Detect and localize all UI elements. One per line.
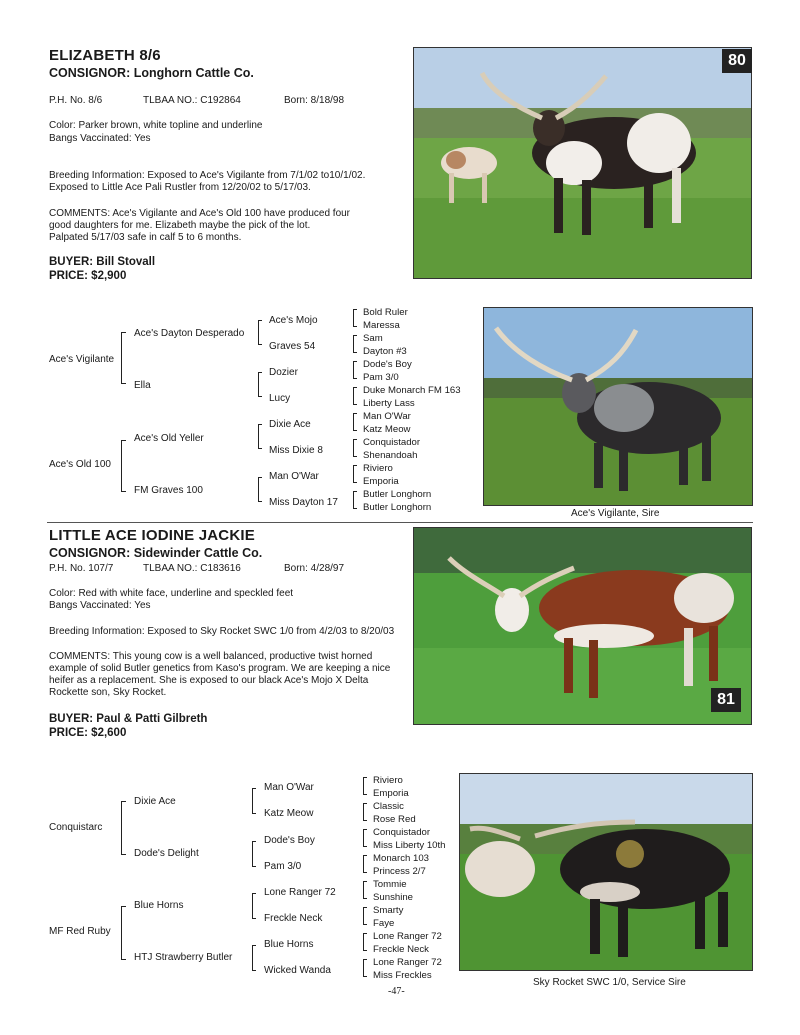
lot81-ped-sire: Conquistarc bbox=[49, 822, 103, 833]
lot81-ped-g3-1: Man O'War bbox=[264, 782, 314, 793]
lot80-ped-g3-1: Ace's Mojo bbox=[269, 315, 318, 326]
lot80-ped-bracket-g3-8 bbox=[353, 491, 357, 509]
lot81-comments-3: heifer as a replacement. She is exposed to our black Ace's Mojo X Delta bbox=[49, 675, 369, 686]
lot80-ped-g4-11: Conquistador bbox=[363, 437, 421, 448]
lot81-ped-bracket-g2-1 bbox=[252, 788, 256, 814]
lot80-ped-bracket-sire bbox=[121, 332, 126, 384]
lot80-ped-g3-6: Miss Dixie 8 bbox=[269, 445, 323, 456]
lot80-number-badge: 80 bbox=[722, 49, 752, 73]
lot81-comments-2: example of solid Butler genetics from Kaso's program. We are keeping a nice bbox=[49, 663, 391, 674]
lot81-ped-g4-4: Rose Red bbox=[373, 814, 416, 825]
lot80-ped-g4-7: Duke Monarch FM 163 bbox=[363, 385, 461, 396]
lot81-comments-4: Rockette son, Sky Rocket. bbox=[49, 687, 167, 698]
lot81-ped-g4-8: Princess 2/7 bbox=[373, 866, 426, 877]
lot81-ped-g2-1: Dixie Ace bbox=[134, 796, 176, 807]
lot81-name: LITTLE ACE IODINE JACKIE bbox=[49, 527, 255, 544]
lot80-ped-g4-16: Butler Longhorn bbox=[363, 502, 432, 513]
lot81-ped-g4-10: Sunshine bbox=[373, 892, 414, 903]
lot81-ped-bracket-g3-8 bbox=[363, 959, 367, 977]
lot80-ped-g3-4: Lucy bbox=[269, 393, 291, 404]
lot80-ped-g4-14: Emporia bbox=[363, 476, 399, 487]
lot80-ped-g3-8: Miss Dayton 17 bbox=[269, 497, 338, 508]
lot81-ped-g4-16: Miss Freckles bbox=[373, 970, 432, 981]
lot81-ped-bracket-g2-3 bbox=[252, 893, 256, 919]
lot80-tlbaa-no: TLBAA NO.: C192864 bbox=[143, 95, 241, 106]
lot80-ped-bracket-g3-7 bbox=[353, 465, 357, 483]
lot80-bangs: Bangs Vaccinated: Yes bbox=[49, 133, 151, 144]
lot81-ped-g4-3: Classic bbox=[373, 801, 404, 812]
lot80-ped-bracket-g2-2 bbox=[258, 372, 262, 397]
lot81-ped-bracket-g3-7 bbox=[363, 933, 367, 951]
lot81-ped-g4-14: Freckle Neck bbox=[373, 944, 429, 955]
lot80-ped-g4-12: Shenandoah bbox=[363, 450, 418, 461]
lot80-ped-g4-3: Sam bbox=[363, 333, 383, 344]
lot81-ped-bracket-g2-4 bbox=[252, 945, 256, 971]
lot80-ped-g3-5: Dixie Ace bbox=[269, 419, 311, 430]
lot80-ped-dam: Ace's Old 100 bbox=[49, 459, 111, 470]
lot81-ped-bracket-g3-2 bbox=[363, 803, 367, 821]
lot81-ped-g4-2: Emporia bbox=[373, 788, 409, 799]
lot80-breeding-2: Exposed to Little Ace Pali Rustler from 12/20/02 to 5/17/03. bbox=[49, 182, 311, 193]
lot81-buyer: BUYER: Paul & Patti Gilbreth bbox=[49, 713, 208, 725]
lot80-price: PRICE: $2,900 bbox=[49, 270, 127, 282]
lot80-ped-sire: Ace's Vigilante bbox=[49, 354, 115, 365]
lot80-ped-bracket-g2-4 bbox=[258, 477, 262, 502]
lot80-ped-g4-4: Dayton #3 bbox=[363, 346, 407, 357]
lot81-ped-g4-15: Lone Ranger 72 bbox=[373, 957, 442, 968]
lot80-born: Born: 8/18/98 bbox=[284, 95, 345, 106]
lot81-ped-g3-8: Wicked Wanda bbox=[264, 965, 331, 976]
lot80-ped-g2-4: FM Graves 100 bbox=[134, 485, 203, 496]
lot81-ped-bracket-g3-3 bbox=[363, 829, 367, 847]
lot81-cow-photo bbox=[413, 527, 752, 725]
lot81-ped-g4-13: Lone Ranger 72 bbox=[373, 931, 442, 942]
lot81-ped-g4-5: Conquistador bbox=[373, 827, 431, 838]
lot81-color: Color: Red with white face, underline and speckled feet bbox=[49, 588, 294, 599]
lot80-ped-bracket-g2-1 bbox=[258, 320, 262, 345]
lot80-ped-bracket-g2-3 bbox=[258, 424, 262, 449]
lot80-ped-g3-3: Dozier bbox=[269, 367, 298, 378]
lot80-ped-g4-8: Liberty Lass bbox=[363, 398, 415, 409]
lot80-cow-photo bbox=[413, 47, 752, 279]
lot81-sire-caption: Sky Rocket SWC 1/0, Service Sire bbox=[533, 977, 686, 988]
lot80-ped-g4-5: Dode's Boy bbox=[363, 359, 412, 370]
lot80-ped-g4-10: Katz Meow bbox=[363, 424, 411, 435]
lot81-ped-g3-3: Dode's Boy bbox=[264, 835, 315, 846]
lot81-ped-g4-7: Monarch 103 bbox=[373, 853, 429, 864]
lot81-ped-bracket-g3-1 bbox=[363, 777, 367, 795]
lot81-ped-g2-3: Blue Horns bbox=[134, 900, 184, 911]
lot80-ped-g4-9: Man O'War bbox=[363, 411, 411, 422]
lot81-number-badge: 81 bbox=[711, 688, 741, 712]
lot81-ped-bracket-g2-2 bbox=[252, 841, 256, 867]
lot81-ped-bracket-g3-4 bbox=[363, 855, 367, 873]
lot80-ped-bracket-g3-3 bbox=[353, 361, 357, 379]
lot81-ped-bracket-sire bbox=[121, 801, 126, 855]
lot80-ped-g4-15: Butler Longhorn bbox=[363, 489, 432, 500]
lot80-ped-g4-1: Bold Ruler bbox=[363, 307, 408, 318]
lot80-ped-g4-6: Pam 3/0 bbox=[363, 372, 399, 383]
lot81-ped-g2-4: HTJ Strawberry Butler bbox=[134, 952, 233, 963]
lot80-ped-bracket-g3-5 bbox=[353, 413, 357, 431]
lot81-ped-g3-2: Katz Meow bbox=[264, 808, 314, 819]
lot81-ped-g4-6: Miss Liberty 10th bbox=[373, 840, 446, 851]
lot81-ped-g4-12: Faye bbox=[373, 918, 395, 929]
lot81-ped-g3-6: Freckle Neck bbox=[264, 913, 323, 924]
lot81-ped-g3-4: Pam 3/0 bbox=[264, 861, 302, 872]
lot80-ped-g3-7: Man O'War bbox=[269, 471, 319, 482]
lot80-ph-no: P.H. No. 8/6 bbox=[49, 95, 103, 106]
lot80-color: Color: Parker brown, white topline and underline bbox=[49, 120, 263, 131]
lot80-breeding-1: Breeding Information: Exposed to Ace's Vigilante from 7/1/02 to10/1/02. bbox=[49, 170, 366, 181]
lot81-consignor: CONSIGNOR: Sidewinder Cattle Co. bbox=[49, 546, 263, 560]
section-divider bbox=[47, 522, 753, 523]
lot81-sire-photo bbox=[459, 773, 753, 971]
lot80-sire-caption: Ace's Vigilante, Sire bbox=[571, 508, 660, 519]
lot80-consignor: CONSIGNOR: Longhorn Cattle Co. bbox=[49, 66, 254, 80]
lot80-ped-bracket-g3-2 bbox=[353, 335, 357, 353]
lot81-price: PRICE: $2,600 bbox=[49, 727, 127, 739]
lot81-ped-bracket-g3-5 bbox=[363, 881, 367, 899]
lot80-ped-g2-2: Ella bbox=[134, 380, 151, 391]
lot80-ped-bracket-g3-1 bbox=[353, 309, 357, 327]
lot80-buyer: BUYER: Bill Stovall bbox=[49, 256, 156, 268]
page-number: -47- bbox=[388, 986, 405, 997]
lot81-born: Born: 4/28/97 bbox=[284, 563, 345, 574]
lot81-ped-bracket-g3-6 bbox=[363, 907, 367, 925]
lot81-ped-g3-5: Lone Ranger 72 bbox=[264, 887, 336, 898]
lot80-ped-bracket-dam bbox=[121, 440, 126, 492]
lot81-comments-1: COMMENTS: This young cow is a well balanced, productive twist horned bbox=[49, 651, 373, 662]
lot81-tlbaa-no: TLBAA NO.: C183616 bbox=[143, 563, 241, 574]
lot80-ped-g4-2: Maressa bbox=[363, 320, 400, 331]
lot80-comments-3: Palpated 5/17/03 safe in calf 5 to 6 months. bbox=[49, 232, 242, 243]
lot81-ped-bracket-dam bbox=[121, 906, 126, 960]
lot81-ped-g3-7: Blue Horns bbox=[264, 939, 314, 950]
lot81-ped-dam: MF Red Ruby bbox=[49, 926, 111, 937]
lot81-ph-no: P.H. No. 107/7 bbox=[49, 563, 114, 574]
lot80-comments-2: good daughters for me. Elizabeth maybe the pick of the lot. bbox=[49, 220, 311, 231]
lot81-ped-g4-1: Riviero bbox=[373, 775, 403, 786]
lot81-breeding-1: Breeding Information: Exposed to Sky Rocket SWC 1/0 from 4/2/03 to 8/20/03 bbox=[49, 626, 395, 637]
lot80-ped-g4-13: Riviero bbox=[363, 463, 393, 474]
lot80-ped-g2-1: Ace's Dayton Desperado bbox=[134, 328, 245, 339]
lot81-ped-g4-11: Smarty bbox=[373, 905, 404, 916]
lot80-comments-1: COMMENTS: Ace's Vigilante and Ace's Old 100 have produced four bbox=[49, 208, 351, 219]
lot80-ped-g2-3: Ace's Old Yeller bbox=[134, 433, 204, 444]
lot80-ped-bracket-g3-6 bbox=[353, 439, 357, 457]
lot80-ped-bracket-g3-4 bbox=[353, 387, 357, 405]
lot81-bangs: Bangs Vaccinated: Yes bbox=[49, 600, 151, 611]
lot80-name: ELIZABETH 8/6 bbox=[49, 47, 161, 64]
lot80-ped-g3-2: Graves 54 bbox=[269, 341, 316, 352]
lot80-sire-photo bbox=[483, 307, 753, 506]
lot81-ped-g4-9: Tommie bbox=[373, 879, 407, 890]
lot81-ped-g2-2: Dode's Delight bbox=[134, 848, 199, 859]
